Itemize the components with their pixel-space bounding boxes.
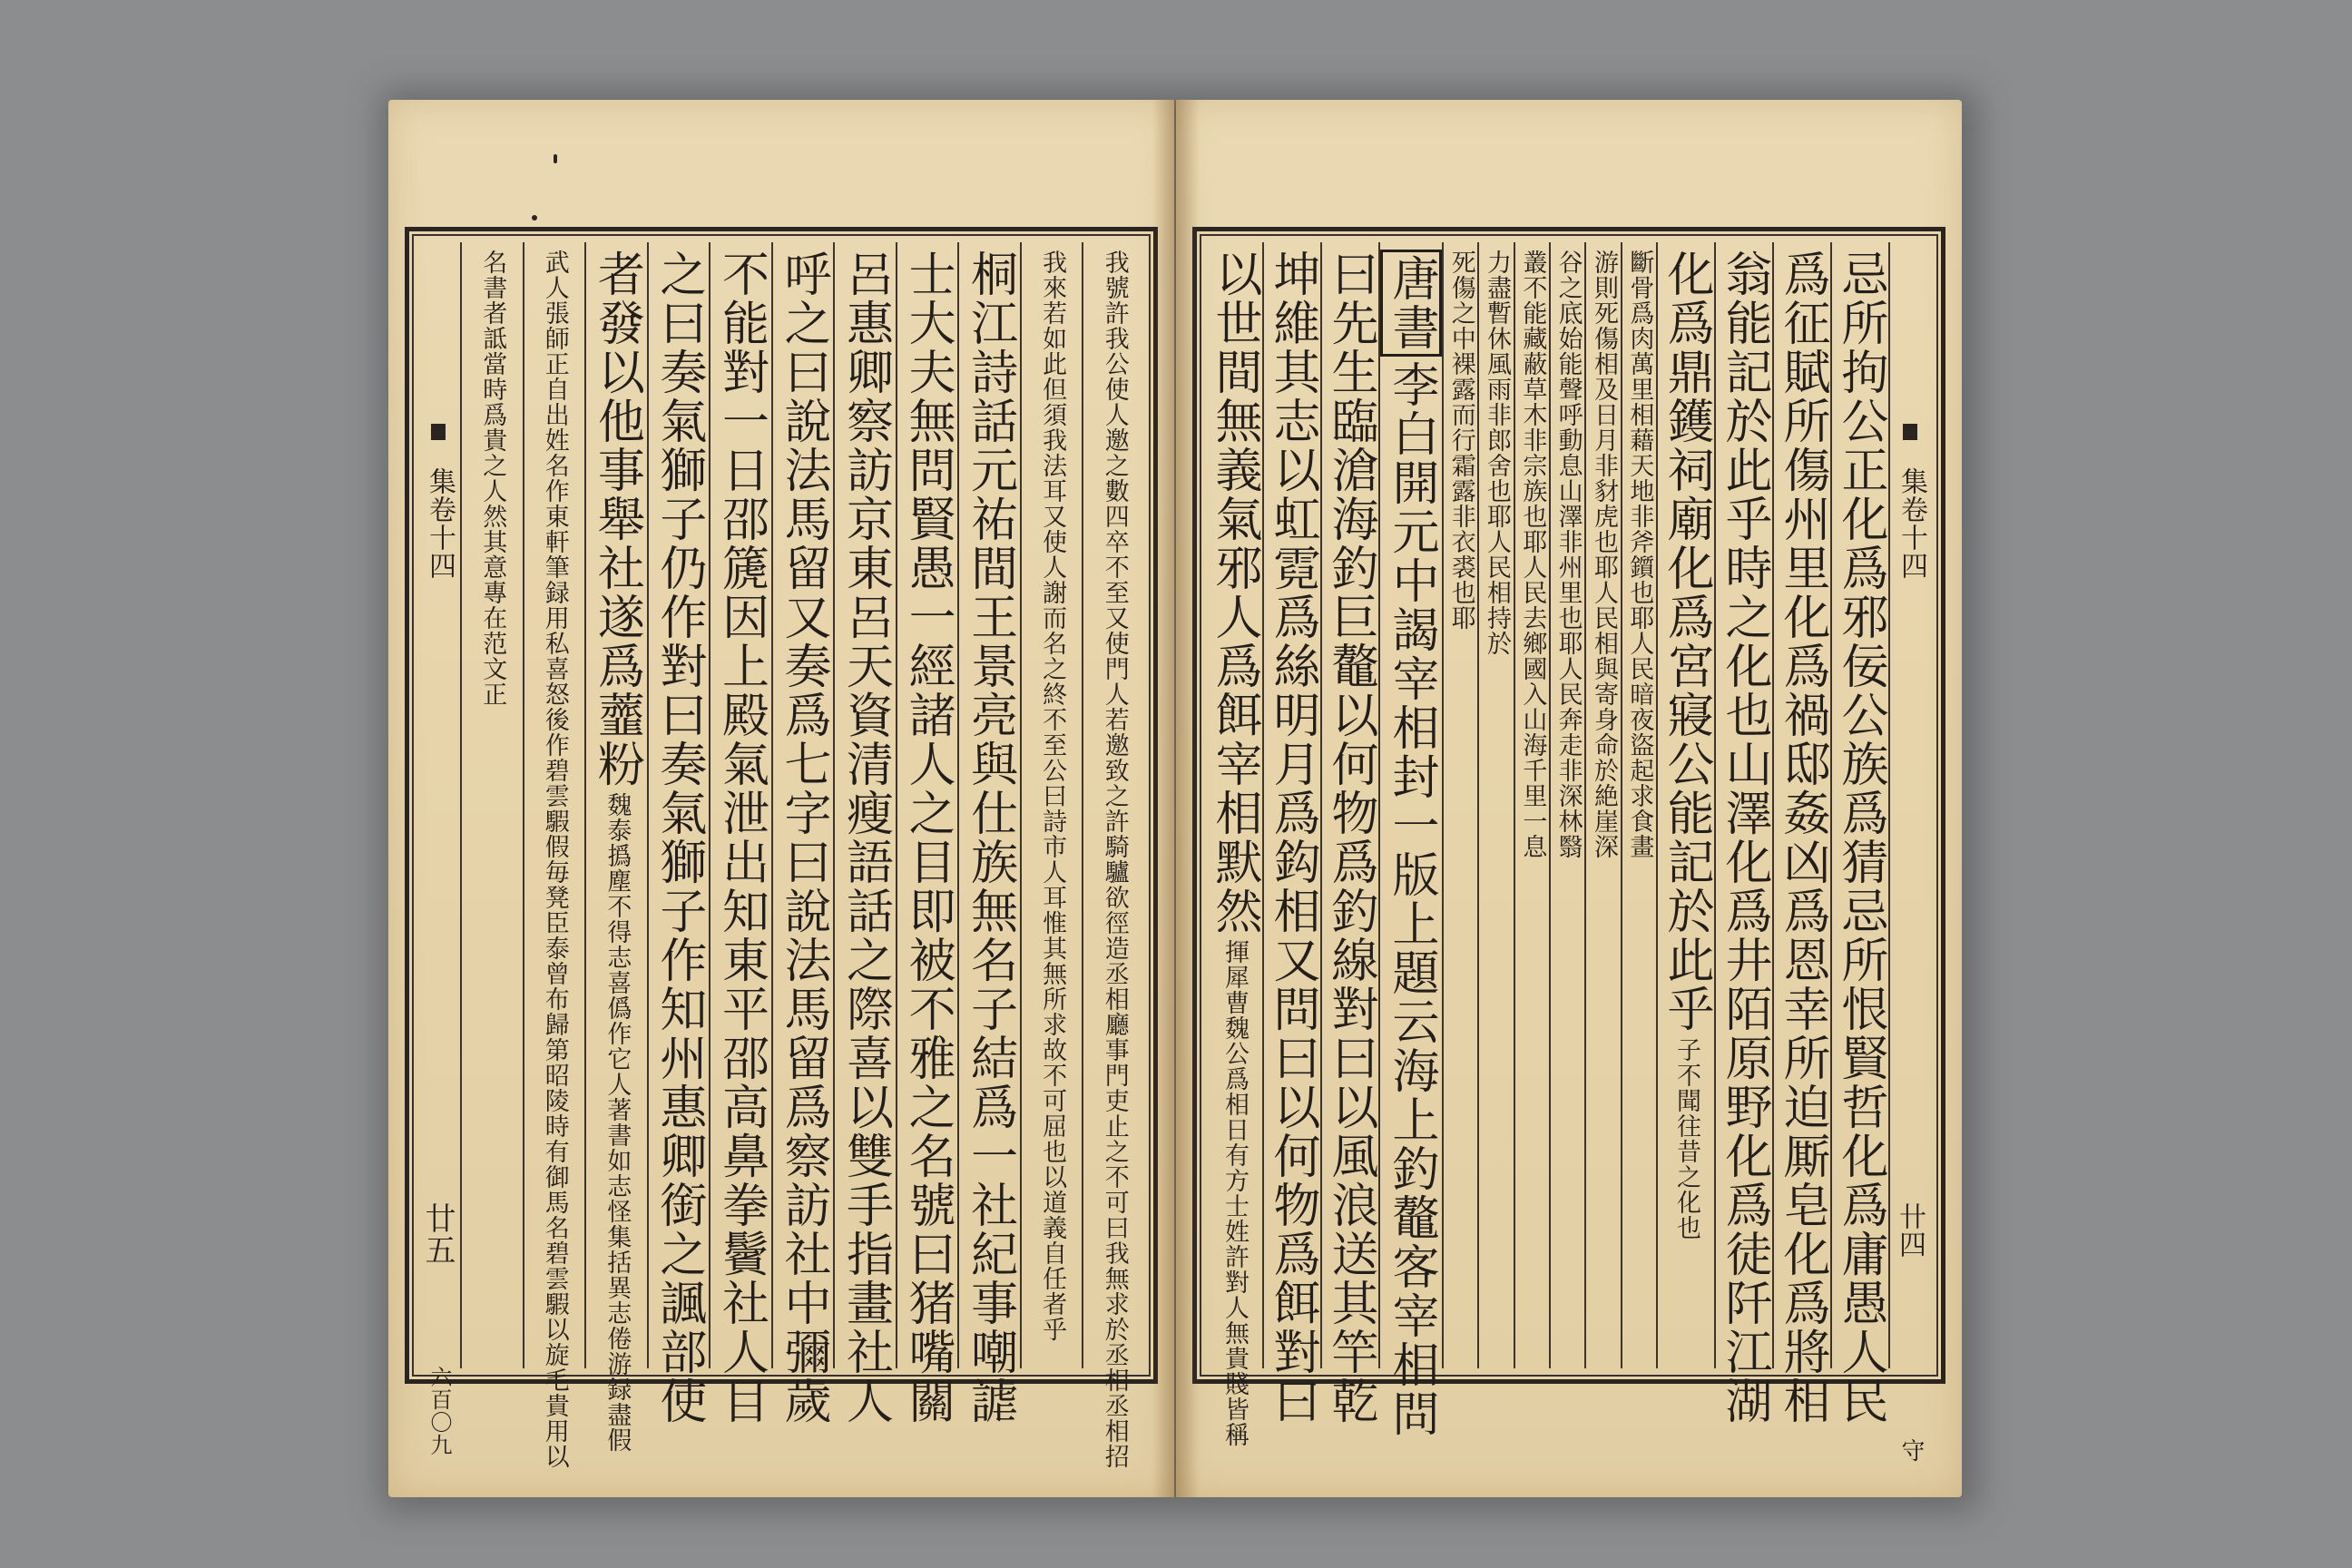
column-text: 忌所拘公正化爲邪佞公族爲猜忌所恨賢哲化爲庸愚人民: [1833, 250, 1887, 1426]
source-heading: 唐書: [1380, 250, 1442, 357]
column-text: 叢不能藏蔽草木非宗族也耶人民去鄉國入山海千里一息: [1518, 250, 1547, 859]
text-column: [1656, 242, 1714, 1368]
column-text: 武人張師正自出姓名作東軒筆録用私喜怒後作碧雲騢假毎凳臣泰曾布歸第昭陵時有御馬名碧雲騢以旋毛貴用以: [540, 250, 569, 1469]
text-column: [896, 242, 958, 1426]
text-column: [1020, 242, 1083, 1368]
column-text: 翁能記於此乎時之化也山澤化爲井陌原野化爲徒阡江湖: [1717, 250, 1771, 1426]
fish-tail-mark: [431, 424, 446, 440]
column-text: 者發以他事舉社遂爲虀粉: [589, 250, 644, 789]
margin-number: 六百〇九: [426, 1366, 452, 1456]
left-page-columns: [418, 242, 1144, 1469]
column-text: 呼之曰說法馬留又奏爲七字曰說法馬留爲察訪社中彌歲: [775, 250, 830, 1426]
text-column: [1378, 242, 1442, 1438]
column-text: [1380, 250, 1442, 1438]
text-column: [1549, 242, 1584, 1368]
text-column: [584, 242, 647, 1453]
right-page-frame: [1192, 227, 1945, 1463]
text-column: [771, 242, 834, 1426]
text-column: [1621, 242, 1656, 1368]
left-page-frame: [405, 227, 1158, 1469]
right-page: [1176, 100, 1962, 1497]
text-column: [460, 242, 523, 1368]
column-text: 游則死傷相及日月非豺虎也耶人民相與寄身命於絶崖深: [1590, 250, 1618, 859]
center-fold-column: [1888, 242, 1932, 1463]
center-title: 集卷十四: [423, 467, 456, 580]
column-text: 坤維其志以虹霓爲絲明月爲鈎相又問曰以何物爲餌對曰: [1265, 250, 1320, 1426]
column-stack: [588, 242, 644, 1453]
ink-dot: [532, 215, 537, 220]
fish-tail-mark: [1903, 424, 1917, 440]
column-text: 化爲鼎鑊祠廟化爲宮寢公能記於此乎: [1659, 250, 1713, 1034]
text-column: [1714, 242, 1772, 1426]
column-text: 爲征賦所傷州里化爲禍邸姦凶爲恩幸所迫厮皂化爲將相: [1775, 250, 1829, 1426]
column-stack: [1658, 242, 1714, 1368]
column-text: 士大夫無問賢愚一經諸人之目即被不雅之名號曰猪嘴關: [900, 250, 956, 1426]
text-column: [1477, 242, 1513, 1368]
center-fold-column: [418, 242, 460, 1456]
column-annotation: 揮犀曹魏公爲相日有方士姓許對人無貴賤皆稱: [1220, 939, 1250, 1447]
column-stack: [1206, 242, 1262, 1447]
text-column: [1320, 242, 1378, 1426]
text-column: [647, 242, 710, 1426]
text-column: [1584, 242, 1620, 1368]
column-text: 我來若如此但須我法耳又使人謝而名之終不至公曰詩市人耳惟其無所求故不可屈也以道義自任者乎: [1038, 250, 1067, 1342]
left-page: [388, 100, 1174, 1497]
column-text: 桐江詩話元祐間王景亮與仕族無名子結爲一社紀事嘲謔: [962, 250, 1017, 1426]
text-column: [1830, 242, 1888, 1426]
leaf-number: 廿五: [418, 1202, 456, 1266]
column-text: 我號許我公使人邀之數四卒不至又使門人若邀致之許騎驢欲徑造丞相廳事門吏止之不可曰我無求於丞相丞相招: [1100, 250, 1129, 1469]
column-text: 力盡暫休風雨非郎舍也耶人民相持於: [1483, 250, 1512, 656]
column-text: 斷骨爲肉萬里相藉天地非斧鑕也耶人民暗夜盜起求食畫: [1625, 250, 1654, 859]
column-text: 不能對一日邵篪因上殿氣泄出知東平邵高鼻拳鬢社人目: [713, 250, 769, 1426]
text-column: [957, 242, 1020, 1426]
column-annotation: 魏泰撝塵不得志喜僞作它人著書如志怪集括異志倦游録盡假: [603, 792, 632, 1453]
column-text: 以世間無義氣邪人爲餌宰相默然: [1207, 250, 1262, 936]
column-text: 之曰奏氣獅子仍作對曰奏氣獅子作知州惠卿銜之諷部使: [651, 250, 706, 1426]
text-column: [709, 242, 771, 1426]
column-text: 呂惠卿察訪京東呂天資清瘦語話之際喜以雙手指畫社人: [838, 250, 893, 1426]
column-text-rest: 李白開元中謁宰相封一版上題云海上釣鼇客宰相問: [1384, 360, 1439, 1438]
text-column: [1082, 242, 1144, 1469]
text-column: [1772, 242, 1830, 1426]
text-column: [1206, 242, 1262, 1447]
margin-mark: 守: [1897, 1438, 1925, 1463]
text-column: [1262, 242, 1320, 1426]
leaf-number: 卄四: [1894, 1202, 1926, 1259]
column-text: 曰先生臨滄海釣巨鼇以何物爲釣線對曰以風浪送其竿乾: [1323, 250, 1378, 1426]
column-annotation: 子不聞往昔之化也: [1672, 1037, 1700, 1240]
column-text: 名書者詆當時爲貴之人然其意專在范文正: [478, 250, 507, 707]
ink-mark: [554, 154, 557, 163]
column-text: 死傷之中裸露而行霜露非衣裘也耶: [1446, 250, 1475, 631]
text-column: [1442, 242, 1477, 1368]
center-title: 集卷十四: [1896, 467, 1927, 580]
column-text: 谷之底始能聲呼動息山澤非州里也耶人民奔走非深林翳: [1553, 250, 1583, 859]
text-column: [523, 242, 585, 1469]
text-column: [1514, 242, 1549, 1368]
text-column: [833, 242, 896, 1426]
right-page-columns: [1206, 242, 1932, 1463]
